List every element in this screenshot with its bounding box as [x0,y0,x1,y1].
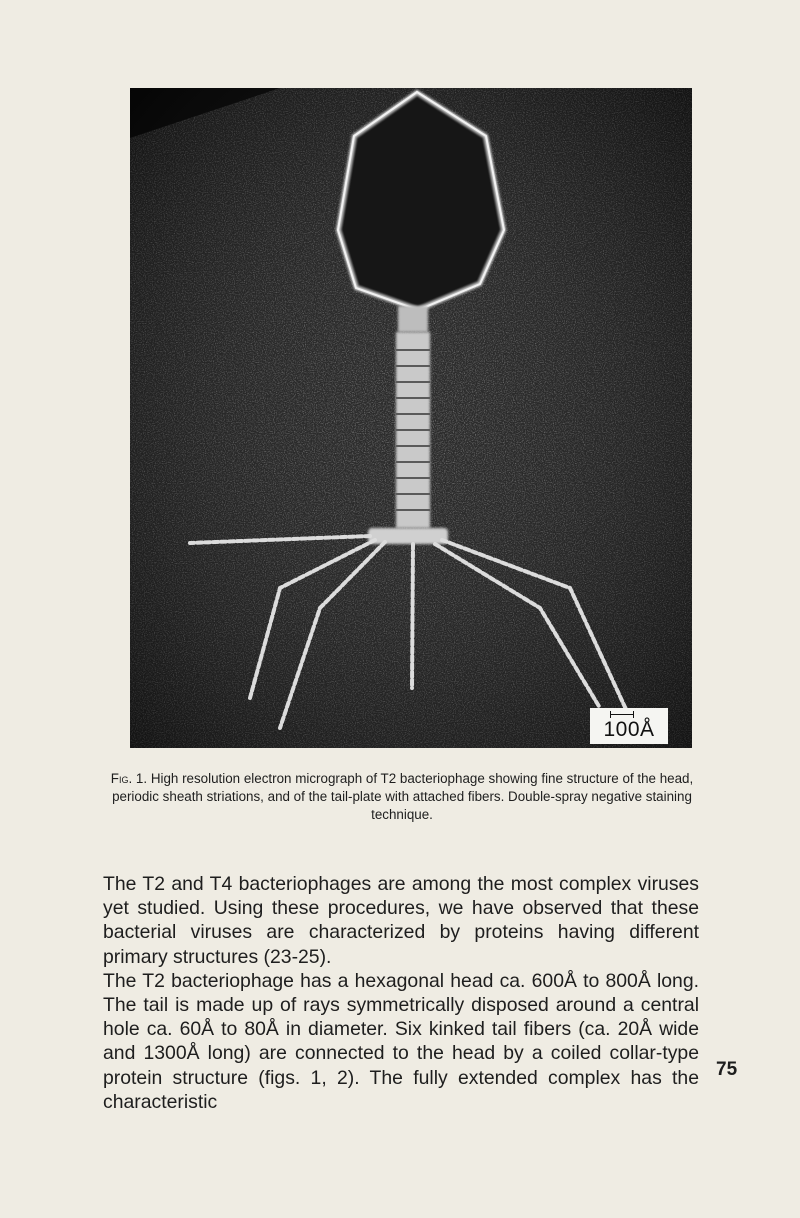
micrograph-image [130,88,692,748]
figure-caption-label: Fig. 1. [110,771,148,786]
figure-caption-text: High resolution electron micrograph of T2 bacteriophage showing fine structure of the head, periodic sheath striations, and of the tail-plate with attached fibers. Double-spray negative staining technique. [112,771,694,822]
scale-bar [590,708,668,744]
scale-bar-line [610,714,634,715]
phage-collar [398,306,428,332]
scale-bar-label: 100Å [603,718,655,741]
body-text [103,872,699,1114]
body-paragraph-1: The T2 and T4 bacteriophages are among the most complex viruses yet studied. Using these procedures, we have observed that these bacterial viruses are characterized by proteins having different primary structures (23-25). [103,873,699,968]
page-number: 75 [716,1059,738,1080]
body-paragraph-2: The T2 bacteriophage has a hexagonal head ca. 600Å to 800Å long. The tail is made up of rays symmetrically disposed around a central hole ca. 60Å to 80Å in diameter. Six kinked tail fibers (ca. 20Å wide and 1300Å long) are connected to the head by a coiled collar-type protein structure (figs. 1, 2). The fully extended complex has the characteristic [103,969,699,1113]
figure-caption [100,770,704,824]
electron-micrograph [130,88,692,748]
tail-plate [368,528,448,544]
